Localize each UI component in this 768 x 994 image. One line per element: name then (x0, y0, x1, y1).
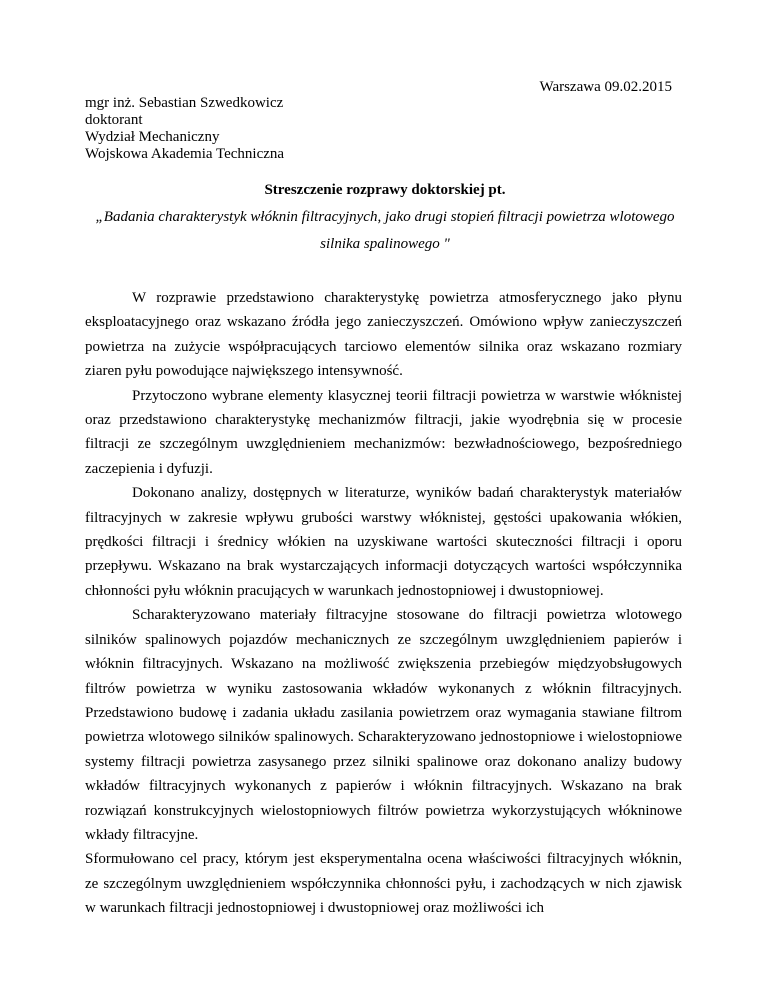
author-faculty: Wydział Mechaniczny (85, 129, 220, 145)
thesis-title: „Badania charakterystyk włóknin filtracyjnych, jako drugi stopień filtracji powietrza wlotowego silnika spalinowego " (95, 209, 675, 252)
paragraph-4: Scharakteryzowano materiały filtracyjne stosowane do filtracji powietrza wlotowego silników spalinowych pojazdów mechanicznych ze szczególnym uwzględnieniem papierów i włóknin filtracyjnych. Wskazano na możliwość zwiększenia przebiegów międzyobsługowych filtrów powietrza w wyniku zastosowania wkładów wykonanych z włóknin filtracyjnych. Przedstawiono budowę i zadania układu zasilania powietrzem oraz wymagania stawiane filtrom powietrza wlotowego silników spalinowych. Scharakteryzowano jednostopniowe i wielostopniowe systemy filtracji powietrza zasysanego przez silniki spalinowe oraz dokonano analizy budowy wkładów filtracyjnych wykonanych z papierów i włóknin filtracyjnych. Wskazano na brak rozwiązań konstrukcyjnych wielostopniowych filtrów powietrza wykorzystujących włókninowe wkłady filtracyjne. (85, 607, 682, 843)
title-block (85, 180, 685, 258)
author-block (85, 95, 284, 163)
summary-heading: Streszczenie rozprawy doktorskiej pt. (264, 182, 506, 198)
paragraph-5: Sformułowano cel pracy, którym jest eksperymentalna ocena właściwości filtracyjnych włóknin, ze szczególnym uwzględnieniem współczynnika chłonności pyłu, i zachodzących w nich zjawisk w warunkach filtracji jednostopniowej i dwustopniowej oraz możliwości ich (85, 851, 682, 917)
author-position: doktorant (85, 112, 143, 128)
paragraph-1: W rozprawie przedstawiono charakterystykę powietrza atmosferycznego jako płynu eksploatacyjnego oraz wskazano źródła jego zanieczyszczeń. Omówiono wpływ zanieczyszczeń powietrza na zużycie współpracujących tarciowo elementów silnika oraz wskazano rozmiary ziaren pyłu powodujące największego intensywność. (85, 290, 682, 380)
author-institution: Wojskowa Akademia Techniczna (85, 146, 285, 162)
body-text (85, 286, 682, 921)
paragraph-2: Przytoczono wybrane elementy klasycznej teorii filtracji powietrza w warstwie włóknistej oraz przedstawiono charakterystykę mechanizmów filtracji, jakie wyodrębnia się w procesie filtracji ze szczególnym uwzględnieniem mechanizmów: bezwładnościowego, bezpośredniego zaczepienia i dyfuzji. (85, 387, 682, 477)
author-name: mgr inż. Sebastian Szwedkowicz (85, 95, 284, 111)
paragraph-3: Dokonano analizy, dostępnych w literaturze, wyników badań charakterystyk materiałów filtracyjnych w zakresie wpływu grubości warstwy włóknistej, gęstości upakowania włókien, prędkości filtracji i średnicy włókien na uzyskiwane wartości skuteczności filtracji i oporu przepływu. Wskazano na brak wystarczających informacji dotyczących wartości współczynnika chłonności pyłu włóknin pracujących w warunkach jednostopniowej i dwustopniowej. (85, 485, 682, 599)
date-line: Warszawa 09.02.2015 (539, 79, 672, 95)
